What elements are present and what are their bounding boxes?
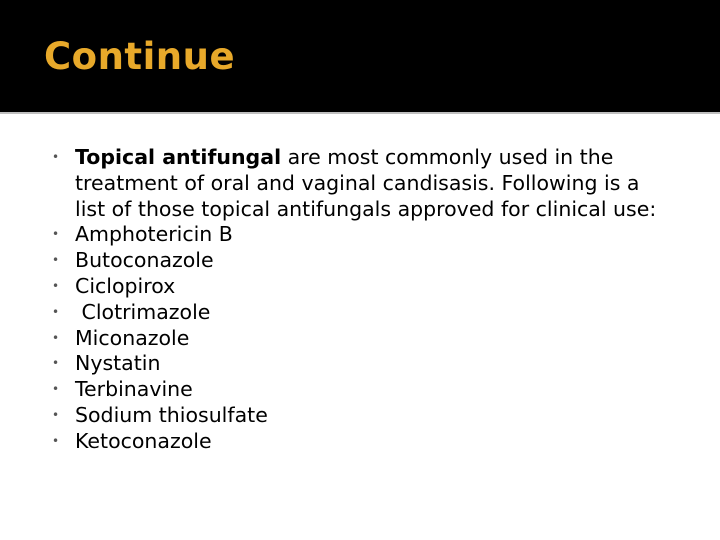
bullet-icon: • [52,330,60,345]
list-item-label: Butoconazole [75,248,214,273]
list-item-label: Ketoconazole [75,428,212,453]
list-item [52,351,672,377]
list-item-label: Amphotericin B [75,222,233,247]
title-divider [0,112,720,114]
intro-text: are most commonly used in the treatment of oral and vaginal candisasis. Following is a list of those topical antifungals approved for clinical use: [75,145,657,221]
list-item [52,274,672,300]
list-item-label: Sodium thiosulfate [75,402,268,427]
title-bar [0,0,720,112]
list-item [52,222,672,248]
bullet-icon: • [52,150,60,164]
list-item-label: Miconazole [75,325,190,350]
bullet-icon: • [52,227,60,242]
list-item-label: Nystatin [75,351,161,376]
bullet-list [52,145,672,455]
bullet-icon: • [52,356,60,371]
list-item [52,248,672,274]
list-item-label: Terbinavine [75,377,193,402]
intro-bold-text: Topical antifungal [75,145,282,169]
list-item [52,377,672,403]
list-item [52,429,672,455]
list-item-label: Clotrimazole [75,299,211,324]
bullet-icon: • [52,433,60,448]
list-item [52,326,672,352]
list-item-label: Ciclopirox [75,273,176,298]
bullet-icon: • [52,382,60,397]
bullet-icon: • [52,304,60,319]
bullet-icon: • [52,407,60,422]
list-item-intro [52,145,672,222]
slide-title: Continue [44,35,236,78]
bullet-icon: • [52,278,60,293]
bullet-icon: • [52,253,60,268]
list-item [52,300,672,326]
list-item [52,403,672,429]
